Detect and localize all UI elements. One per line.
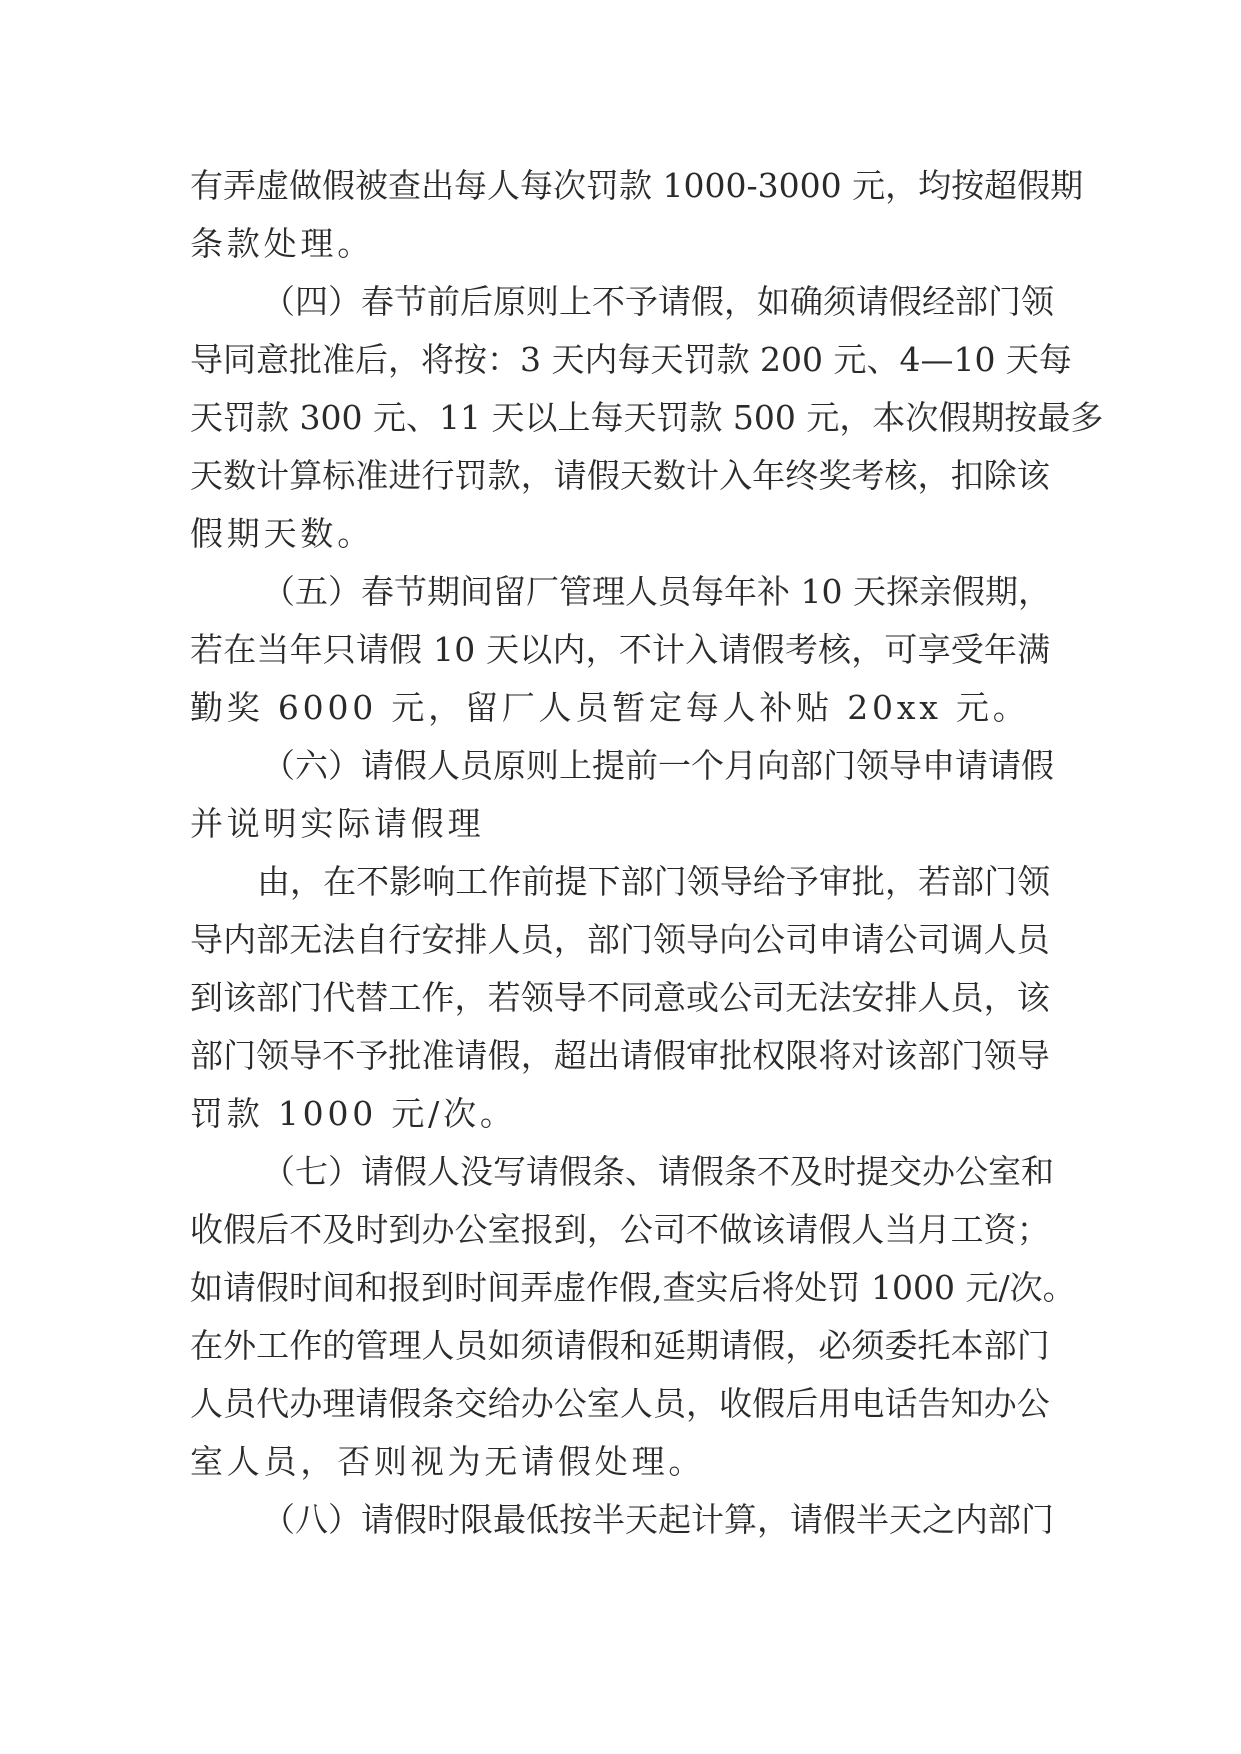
text-line: 导同意批准后，将按：3 天内每天罚款 200 元、4—10 天每: [190, 340, 1072, 379]
text-line: 天罚款 300 元、11 天以上每天罚款 500 元，本次假期按最多: [190, 398, 1104, 437]
text-line: 导内部无法自行安排人员，部门领导向公司申请公司调人员: [190, 920, 1050, 959]
text-line: 部门领导不予批准请假，超出请假审批权限将对该部门领导: [190, 1036, 1050, 1075]
text-line: （四）春节前后原则上不予请假，如确须请假经部门领: [262, 282, 1054, 321]
text-line: 并说明实际请假理: [190, 804, 485, 843]
text-line: 假期天数。: [190, 514, 374, 553]
text-line: 天数计算标准进行罚款，请假天数计入年终奖考核，扣除该: [190, 456, 1050, 495]
text-line: （六）请假人员原则上提前一个月向部门领导申请请假: [262, 746, 1054, 785]
text-line: 条款处理。: [190, 224, 374, 263]
text-line: 在外工作的管理人员如须请假和延期请假，必须委托本部门: [190, 1326, 1050, 1365]
text-line: 人员代办理请假条交给办公室人员，收假后用电话告知办公: [190, 1384, 1050, 1423]
text-line: 若在当年只请假 10 天以内，不计入请假考核，可享受年满: [190, 630, 1051, 669]
text-line: （七）请假人没写请假条、请假条不及时提交办公室和: [262, 1152, 1054, 1191]
text-line: 勤奖 6000 元，留厂人员暂定每人补贴 20xx 元。: [190, 688, 1030, 727]
text-line: 有弄虚做假被查出每人每次罚款 1000-3000 元，均按超假期: [190, 166, 1084, 205]
text-line: 由，在不影响工作前提下部门领导给予审批，若部门领: [257, 862, 1051, 901]
text-line: （五）春节期间留厂管理人员每年补 10 天探亲假期，: [262, 572, 1051, 611]
text-line: 如请假时间和报到时间弄虚作假,查实后将处罚 1000 元/次。: [190, 1268, 1076, 1307]
text-line: 收假后不及时到办公室报到，公司不做该请假人当月工资；: [190, 1210, 1050, 1249]
text-line: 室人员，否则视为无请假处理。: [190, 1442, 706, 1481]
text-line: 罚款 1000 元/次。: [190, 1094, 517, 1133]
text-line: （八）请假时限最低按半天起计算，请假半天之内部门: [262, 1500, 1054, 1539]
text-line: 到该部门代替工作，若领导不同意或公司无法安排人员，该: [190, 978, 1050, 1017]
